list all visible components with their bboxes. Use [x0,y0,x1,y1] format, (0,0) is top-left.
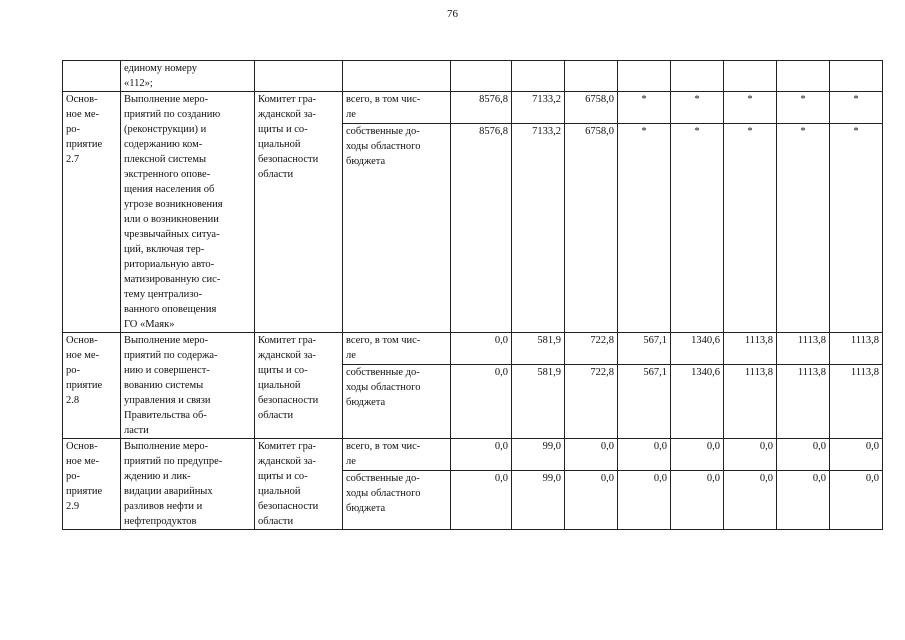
measure-executor-cell [255,333,343,439]
amount-cell-text: 1113,8 [850,335,879,346]
measure-executor-cell [255,439,343,530]
table-row [63,92,883,124]
value-cell [512,61,565,92]
amount-cell [830,124,883,333]
amount-cell [671,124,724,333]
amount-cell [830,439,883,471]
amount-cell [618,439,671,471]
amount-cell-text: 99,0 [542,441,561,452]
amount-cell-text: 1113,8 [797,335,826,346]
value-cell [451,61,512,92]
amount-cell [830,365,883,439]
amount-cell-text: 1340,6 [691,367,720,379]
amount-cell [512,124,565,333]
amount-cell-text: * [641,94,647,105]
amount-cell-text: 1340,6 [691,335,720,346]
amount-cell-text: 0,0 [865,473,879,485]
amount-cell-text: 0,0 [653,441,667,452]
table-body [63,61,883,530]
amount-cell [565,92,618,124]
amount-cell-text: 7133,2 [532,94,561,105]
amount-cell [724,471,777,530]
amount-cell-text: 0,0 [653,473,667,485]
amount-cell-text: 567,1 [643,367,667,379]
amount-cell-text: 581,9 [537,367,561,379]
amount-cell-text: * [853,126,859,138]
amount-cell-text: 0,0 [494,473,508,485]
amount-cell-text: * [694,94,700,105]
amount-cell [671,439,724,471]
amount-cell [830,92,883,124]
amount-cell-text: 1113,8 [850,367,879,379]
amount-cell [777,365,830,439]
amount-cell-text: 1113,8 [797,367,826,379]
measure-description-cell-text: Выполнение меро- приятий по созданию (реконструкции) и содержанию ком- плексной системы экстренного опове- щения населения об угрозе возникновения или о возникновении чрезвычайных ситуа- ций, включая тер- риториальную авто- матизированную сис- тему централизо- ванного оповещения ГО «Маяк» [124,94,223,330]
funding-source-cell [343,365,451,439]
amount-cell-text: 0,0 [706,473,720,485]
amount-cell-text: 567,1 [643,335,667,346]
amount-cell [724,92,777,124]
amount-cell-text: 0,0 [494,441,508,452]
amount-cell-text: 6758,0 [585,126,614,138]
table-row [63,439,883,471]
amount-cell-text: 8576,8 [479,126,508,138]
funding-source-cell [343,471,451,530]
amount-cell-text: 99,0 [542,473,561,485]
amount-cell [451,439,512,471]
executor-cell [255,61,343,92]
amount-cell-text: 6758,0 [585,94,614,105]
amount-cell [777,471,830,530]
amount-cell [671,92,724,124]
amount-cell [512,365,565,439]
value-cell [724,61,777,92]
table-row [63,333,883,365]
amount-cell-text: 0,0 [812,473,826,485]
amount-cell [724,333,777,365]
funding-source-cell-text: всего, в том чис- ле [346,335,421,361]
amount-cell-text: * [800,126,806,138]
budget-table [62,60,883,530]
amount-cell [671,365,724,439]
amount-cell [512,471,565,530]
amount-cell-text: 581,9 [537,335,561,346]
amount-cell [565,124,618,333]
amount-cell-text: 1113,8 [744,335,773,346]
amount-cell-text: 1113,8 [744,367,773,379]
amount-cell [565,471,618,530]
amount-cell-text: * [800,94,806,105]
amount-cell-text: 0,0 [494,335,508,346]
description-text: единому номеру «112»; [124,63,198,89]
funding-source-cell [343,92,451,124]
amount-cell-text: * [853,94,859,105]
amount-cell-text: 0,0 [759,441,773,452]
funding-source-cell [343,333,451,365]
measure-description-cell [121,439,255,530]
amount-cell [671,471,724,530]
amount-cell-text: * [747,94,753,105]
measure-id-cell [63,333,121,439]
measure-id-cell [63,439,121,530]
amount-cell [724,124,777,333]
amount-cell-text: 0,0 [494,367,508,379]
amount-cell [565,333,618,365]
amount-cell-text: 0,0 [706,441,720,452]
amount-cell-text: 722,8 [590,335,614,346]
amount-cell-text: * [747,126,753,138]
amount-cell [565,439,618,471]
amount-cell-text: * [641,126,647,138]
amount-cell [451,365,512,439]
amount-cell [777,92,830,124]
amount-cell [451,92,512,124]
funding-source-cell [343,439,451,471]
funding-source-cell [343,124,451,333]
amount-cell [618,365,671,439]
amount-cell-text: 8576,8 [479,94,508,105]
measure-id-cell-text: Основ- ное ме- ро- приятие 2.9 [66,441,103,512]
measure-id-cell [63,92,121,333]
amount-cell [830,471,883,530]
amount-cell-text: 0,0 [759,473,773,485]
amount-cell [777,439,830,471]
measure-executor-cell-text: Комитет гра- жданской за- щиты и со- циальной безопасности области [258,94,319,180]
amount-cell [512,333,565,365]
amount-cell [451,471,512,530]
source-cell [343,61,451,92]
value-cell [565,61,618,92]
funding-source-cell-text: собственные до- ходы областного бюджета [346,367,421,409]
value-cell [777,61,830,92]
amount-cell-text: 0,0 [600,473,614,485]
amount-cell-text: 7133,2 [532,126,561,138]
amount-cell [724,439,777,471]
id-cell [63,61,121,92]
value-cell [618,61,671,92]
amount-cell [451,124,512,333]
measure-description-cell [121,333,255,439]
measure-executor-cell-text: Комитет гра- жданской за- щиты и со- циальной безопасности области [258,335,319,421]
amount-cell [618,333,671,365]
amount-cell [512,439,565,471]
amount-cell [777,333,830,365]
amount-cell [724,365,777,439]
funding-source-cell-text: всего, в том чис- ле [346,94,421,120]
value-cell [830,61,883,92]
amount-cell-text: 722,8 [590,367,614,379]
amount-cell-text: 0,0 [812,441,826,452]
value-cell [671,61,724,92]
amount-cell [451,333,512,365]
measure-executor-cell [255,92,343,333]
amount-cell [565,365,618,439]
amount-cell [777,124,830,333]
amount-cell-text: 0,0 [865,441,879,452]
table-row-continuation [63,61,883,92]
amount-cell [618,471,671,530]
amount-cell [830,333,883,365]
amount-cell-text: * [694,126,700,138]
funding-source-cell-text: всего, в том чис- ле [346,441,421,467]
amount-cell [618,124,671,333]
measure-id-cell-text: Основ- ное ме- ро- приятие 2.7 [66,94,103,165]
funding-source-cell-text: собственные до- ходы областного бюджета [346,126,421,168]
description-cell [121,61,255,92]
funding-source-cell-text: собственные до- ходы областного бюджета [346,473,421,515]
amount-cell [512,92,565,124]
measure-description-cell-text: Выполнение меро- приятий по содержа- нию и совершенст- вованию системы управления и связи Правительства об- ласти [124,335,218,436]
measure-executor-cell-text: Комитет гра- жданской за- щиты и со- циальной безопасности области [258,441,319,527]
measure-description-cell [121,92,255,333]
page-number: 76 [447,8,458,20]
measure-description-cell-text: Выполнение меро- приятий по предупре- ждению и лик- видации аварийных разливов нефти и нефтепродуктов [124,441,223,527]
amount-cell [671,333,724,365]
measure-id-cell-text: Основ- ное ме- ро- приятие 2.8 [66,335,103,406]
amount-cell-text: 0,0 [600,441,614,452]
amount-cell [618,92,671,124]
